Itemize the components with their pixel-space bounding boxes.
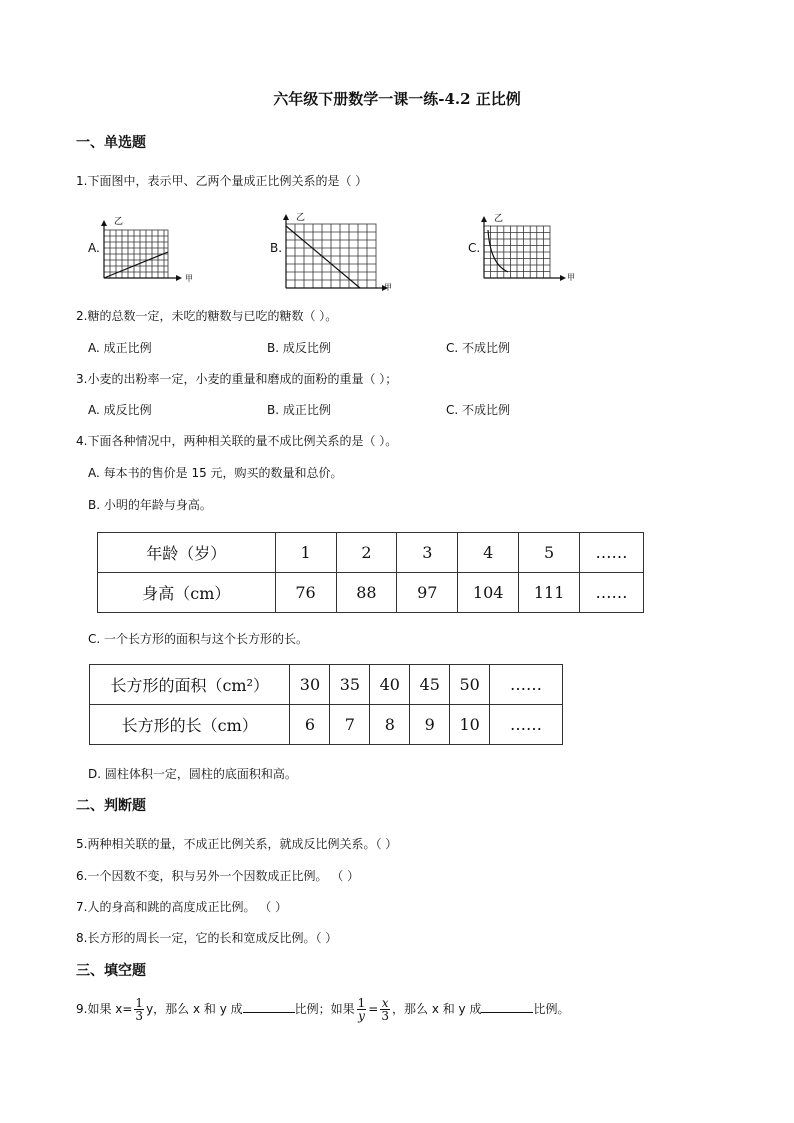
q2-option-b[interactable]: B. 成反比例: [267, 341, 331, 355]
q4-table-age-height: [97, 532, 644, 613]
table-cell: 111: [519, 573, 580, 613]
question-4-text: 4.下面各种情况中，两种相关联的量不成比例关系的是（ ）。: [76, 434, 398, 448]
table-cell: 6: [290, 705, 330, 745]
table-cell: 50: [450, 665, 490, 705]
table-cell: 10: [450, 705, 490, 745]
table-cell: 5: [519, 533, 580, 573]
q4-option-b[interactable]: B. 小明的年龄与身高。: [88, 498, 212, 512]
q1-a-x-axis-label: 甲: [185, 274, 193, 283]
q1-option-a-label[interactable]: A.: [88, 241, 100, 255]
table-cell: 9: [410, 705, 450, 745]
page-title: 六年级下册数学一课一练-4.2 正比例: [273, 90, 521, 108]
q2-option-a[interactable]: A. 成正比例: [88, 341, 152, 355]
table-cell: 3: [397, 533, 458, 573]
q3-option-c[interactable]: C. 不成比例: [446, 403, 511, 417]
table-row: [98, 533, 644, 573]
table-cell: 45: [410, 665, 450, 705]
q1-c-x-axis-label: 甲: [567, 273, 575, 282]
table-cell: ……: [580, 573, 644, 613]
table-cell: 8: [370, 705, 410, 745]
table-cell: 35: [330, 665, 370, 705]
table-cell: 40: [370, 665, 410, 705]
q4-option-d[interactable]: D. 圆柱体积一定，圆柱的底面积和高。: [88, 767, 297, 781]
section-heading-true-false: 二、判断题: [76, 798, 146, 814]
table-row: [98, 573, 644, 613]
table-cell: 97: [397, 573, 458, 613]
table-cell: 长方形的长（cm）: [90, 705, 290, 745]
question-8-text: 8.长方形的周长一定，它的长和宽成反比例。（ ）: [76, 931, 338, 945]
table-cell: 88: [336, 573, 397, 613]
q9-fraction-x-over-3: $\frac{x}{3}$: [381, 996, 389, 1023]
q9-blank-2[interactable]: [481, 1000, 533, 1013]
q2-option-c[interactable]: C. 不成比例: [446, 341, 511, 355]
q3-option-b[interactable]: B. 成正比例: [267, 403, 331, 417]
q9-text-part4: ，那么 x 和 y 成: [392, 1002, 482, 1016]
question-5-text: 5.两种相关联的量，不成正比例关系，就成反比例关系。（ ）: [76, 837, 398, 851]
q4-table-rectangle: [89, 664, 563, 745]
table-cell: 1: [275, 533, 336, 573]
section-heading-fill-blank: 三、填空题: [76, 963, 146, 979]
table-cell: ……: [490, 665, 563, 705]
table-row: [90, 665, 563, 705]
q9-text-part1: 9.如果 x=: [76, 1002, 133, 1016]
q4-option-a[interactable]: A. 每本书的售价是 15 元，购买的数量和总价。: [88, 466, 343, 480]
table-cell: 30: [290, 665, 330, 705]
table-cell: ……: [580, 533, 644, 573]
q1-a-y-axis-label: 乙: [114, 217, 124, 227]
table-cell: ……: [490, 705, 563, 745]
q1-option-a-graph: [98, 210, 198, 290]
q9-text-part5: 比例。: [533, 1002, 570, 1016]
q1-option-c-graph: [478, 208, 582, 288]
table-cell: 4: [458, 533, 519, 573]
q1-b-y-axis-label: 乙: [296, 213, 306, 223]
table-cell: 7: [330, 705, 370, 745]
question-3-text: 3.小麦的出粉率一定，小麦的重量和磨成的面粉的重量（ ）；: [76, 372, 398, 386]
q9-blank-1[interactable]: [243, 1000, 295, 1013]
table-cell: 身高（cm）: [98, 573, 276, 613]
table-row: [90, 705, 563, 745]
q9-text-part3: 比例；如果: [294, 1002, 355, 1016]
section-heading-single-choice: 一、单选题: [76, 135, 146, 151]
question-9: [76, 997, 569, 1022]
table-cell: 2: [336, 533, 397, 573]
q3-option-a[interactable]: A. 成反比例: [88, 403, 152, 417]
q1-option-c-label[interactable]: C.: [468, 241, 481, 255]
question-6-text: 6.一个因数不变，积与另外一个因数成正比例。 （ ）: [76, 869, 360, 883]
table-cell: 年龄（岁）: [98, 533, 276, 573]
q9-fraction-one-over-y: $\frac{1}{y}$: [357, 996, 366, 1023]
q4-option-c[interactable]: C. 一个长方形的面积与这个长方形的长。: [88, 632, 309, 646]
q1-option-b-label[interactable]: B.: [270, 241, 283, 255]
q9-text-part2: y，那么 x 和 y 成: [146, 1002, 243, 1016]
question-2-text: 2.糖的总数一定，未吃的糖数与已吃的糖数（ ）。: [76, 309, 338, 323]
q1-b-x-axis-label: 甲: [384, 283, 392, 292]
question-1-text: 1.下面图中，表示甲、乙两个量成正比例关系的是（ ）: [76, 174, 368, 188]
q1-option-b-graph: [280, 208, 400, 296]
table-cell: 长方形的面积（cm²）: [90, 665, 290, 705]
question-7-text: 7.人的身高和跳的高度成正比例。 （ ）: [76, 900, 288, 914]
table-cell: 76: [275, 573, 336, 613]
table-cell: 104: [458, 573, 519, 613]
q9-fraction-one-third: $\frac{1}{3}$: [135, 996, 144, 1023]
q1-c-y-axis-label: 乙: [494, 214, 504, 224]
q9-equals: =: [368, 1002, 379, 1016]
